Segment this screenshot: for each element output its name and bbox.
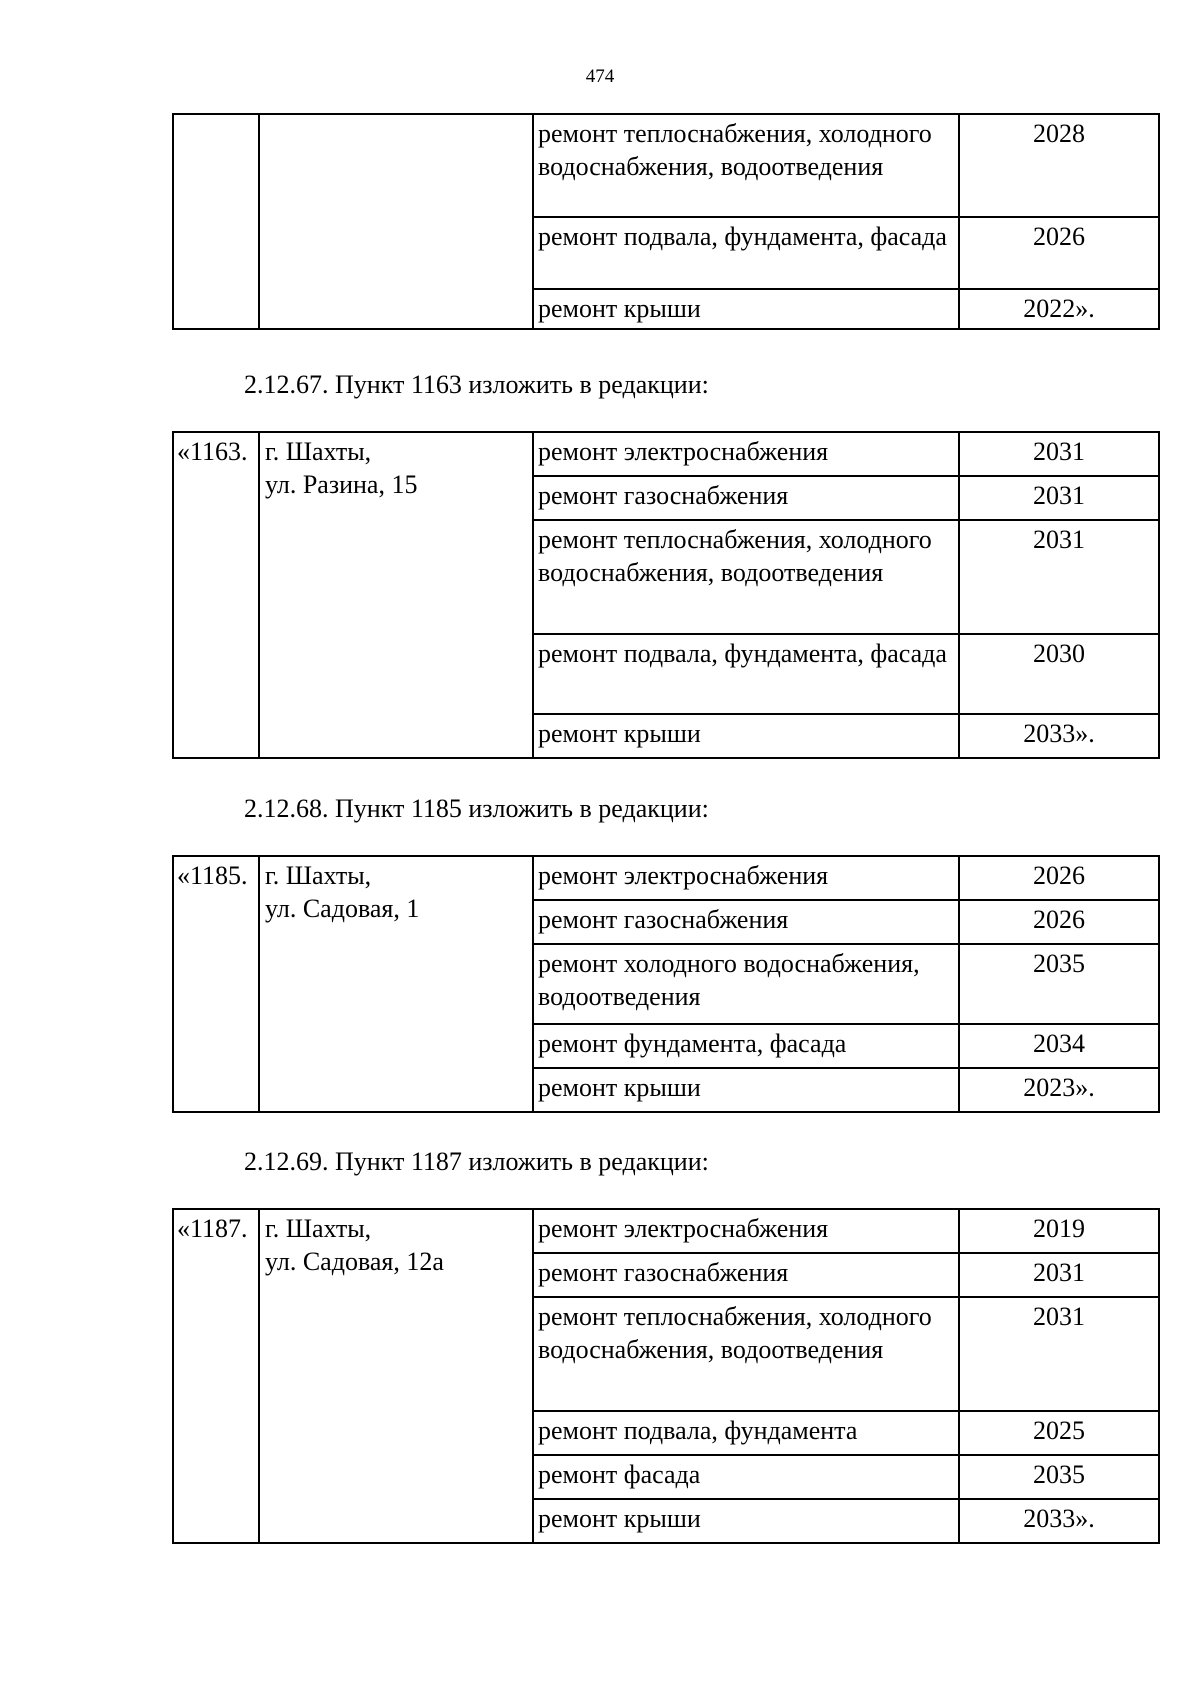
address-street: ул. Садовая, 1 [265,894,420,923]
work-cell: ремонт подвала, фундамента [533,1411,959,1455]
address-cell [259,114,533,329]
clause-heading: 2.12.69. Пункт 1187 изложить в редакции: [244,1147,709,1176]
item-number: «1187. [173,1209,259,1543]
work-cell: ремонт теплоснабжения, холодного водоснабжения, водоотведения [533,520,959,634]
year-cell: 2033». [959,1499,1159,1543]
year-cell: 2035 [959,944,1159,1024]
work-cell: ремонт электроснабжения [533,432,959,476]
work-cell: ремонт крыши [533,1499,959,1543]
address-street: ул. Садовая, 12а [265,1247,444,1276]
year-cell: 2033». [959,714,1159,758]
address-cell [259,1209,533,1543]
section-table [172,855,1160,1113]
clause-heading: 2.12.67. Пункт 1163 изложить в редакции: [244,370,709,399]
year-cell: 2030 [959,634,1159,714]
work-cell: ремонт электроснабжения [533,1209,959,1253]
address-city: г. Шахты, [265,1214,372,1243]
work-cell: ремонт холодного водоснабжения, водоотведения [533,944,959,1024]
work-cell: ремонт теплоснабжения, холодного водоснабжения, водоотведения [533,114,959,217]
work-cell: ремонт подвала, фундамента, фасада [533,217,959,289]
table-row [173,114,1159,217]
work-cell: ремонт фасада [533,1455,959,1499]
table-row [173,1209,1159,1253]
table-row [173,432,1159,476]
address-cell [259,432,533,758]
year-cell: 2031 [959,1253,1159,1297]
page-number: 474 [585,66,615,87]
year-cell: 2034 [959,1024,1159,1068]
year-cell: 2022». [959,289,1159,329]
work-cell: ремонт крыши [533,1068,959,1112]
year-cell: 2028 [959,114,1159,217]
work-cell: ремонт крыши [533,714,959,758]
year-cell: 2026 [959,217,1159,289]
year-cell: 2031 [959,476,1159,520]
clause-heading: 2.12.68. Пункт 1185 изложить в редакции: [244,794,709,823]
section-table [172,1208,1160,1544]
year-cell: 2026 [959,856,1159,900]
address-city: г. Шахты, [265,437,372,466]
section-table [172,431,1160,759]
work-cell: ремонт фундамента, фасада [533,1024,959,1068]
year-cell: 2019 [959,1209,1159,1253]
address-city: г. Шахты, [265,861,372,890]
address-street: ул. Разина, 15 [265,470,418,499]
work-cell: ремонт теплоснабжения, холодного водоснабжения, водоотведения [533,1297,959,1411]
work-cell: ремонт подвала, фундамента, фасада [533,634,959,714]
work-cell: ремонт газоснабжения [533,900,959,944]
continuation-table [172,113,1160,330]
year-cell: 2023». [959,1068,1159,1112]
number-cell [173,114,259,329]
year-cell: 2026 [959,900,1159,944]
work-cell: ремонт газоснабжения [533,476,959,520]
work-cell: ремонт электроснабжения [533,856,959,900]
year-cell: 2025 [959,1411,1159,1455]
year-cell: 2031 [959,432,1159,476]
item-number: «1185. [173,856,259,1112]
year-cell: 2031 [959,520,1159,634]
work-cell: ремонт газоснабжения [533,1253,959,1297]
work-cell: ремонт крыши [533,289,959,329]
item-number: «1163. [173,432,259,758]
year-cell: 2035 [959,1455,1159,1499]
year-cell: 2031 [959,1297,1159,1411]
table-row [173,856,1159,900]
address-cell [259,856,533,1112]
